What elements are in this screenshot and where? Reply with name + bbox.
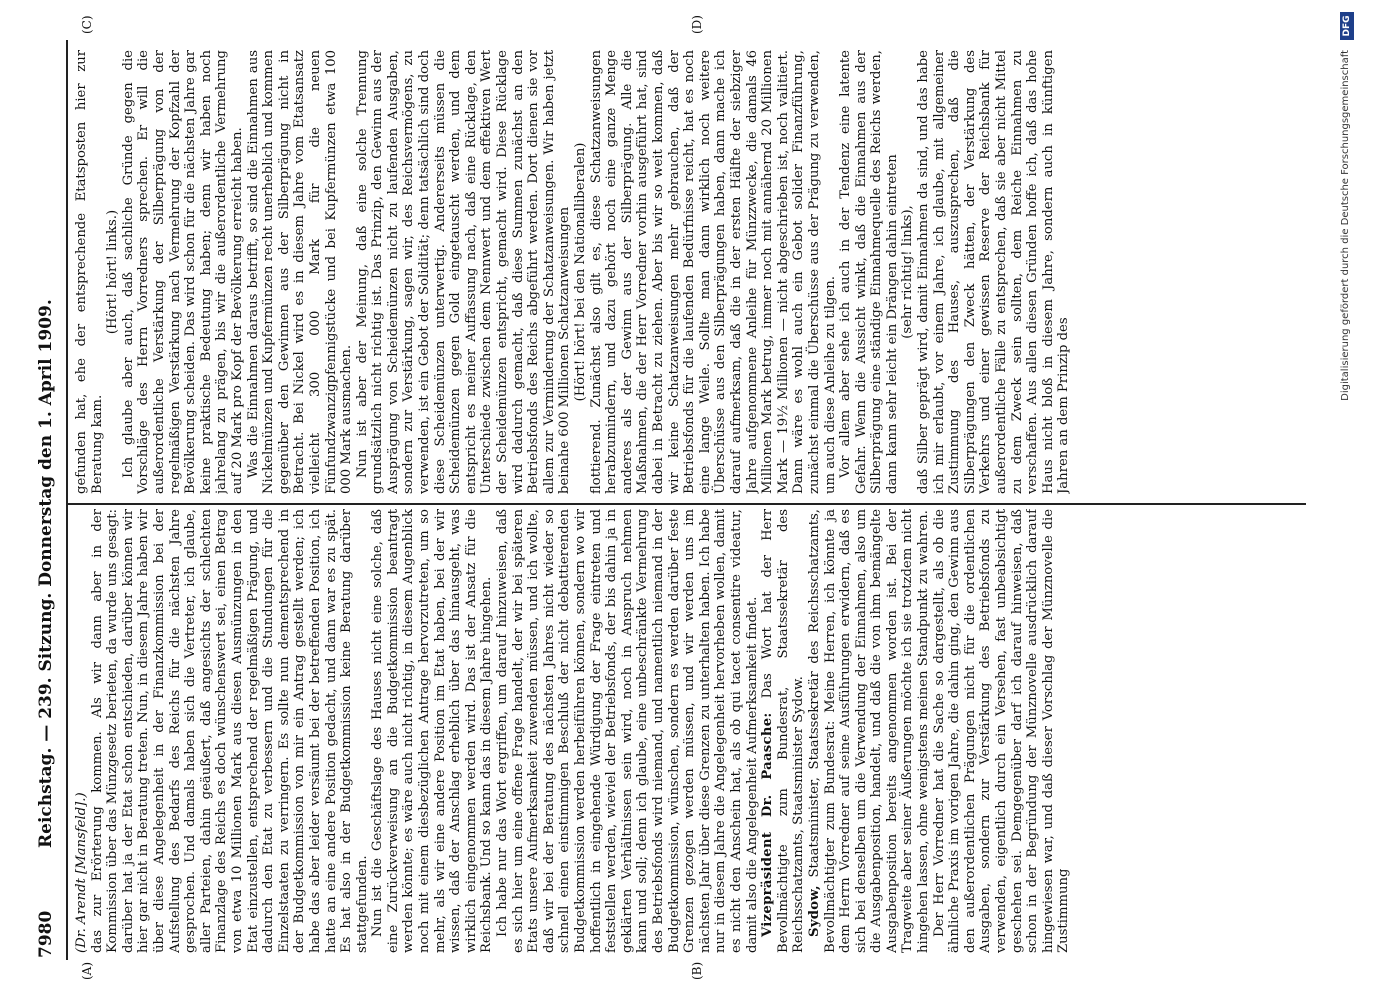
paragraph: das zur Erörterung kommen. Als wir dann aber in der Kommission über das Münzgesetz berieten, da wurde uns gesagt: darüber hat ja der Etat schon entschieden, darüber können wir hier gar nicht in Beratung treten. Nun, in diesem Jahre haben wir über diese Angelegenheit in der Finanzkommission bei der Aufstellung des Bedarfs des Reichs für die nächsten Jahre gesprochen. Und damals haben sich die Vertreter, ich glaube, aller Parteien, dahin geäußert, daß angesichts der schlechten Finanzlage des Reichs es doch wünschenswert sei, einen Betrag von etwa 10 Millionen Mark aus diesen Ausmünzungen in den Etat einzustellen, entsprechend der regelmäßigen Prägung, und dadurch den Etat zu verbessern und die Stundungen für die Einzelstaaten zu verringern. Es sollte nun dementsprechend in der Budgetkommission von mir ein Antrag gestellt werden; ich habe das aber leider versäumt bei der betreffenden Position, ich hatte an eine andere Position gedacht, und dann war es zu spät. Es hat also in der Budgetkommission keine Beratung darüber stattgefunden. <box>89 509 370 953</box>
paragraph: Was die Einnahmen daraus betrifft, so sind die Einnahmen aus Nickelmünzen und Kupfermünzen recht unerheblich und kommen gegenüber den Gewinnen aus der Silberprägung nicht in Betracht. Bei Nickel wird es in diesem Jahre vom Etatsansatz vielleicht 300 000 Mark für die neuen Fünfundzwanzigpfennigstücke und bei Kupfermünzen etwa 100 000 Mark ausmachen. <box>245 50 355 494</box>
paragraph: Ich habe nur das Wort ergriffen, um darauf hinzuweisen, daß es sich hier um eine offene Frage handelt, der wir bei späteren Etats unsere Aufmerksamkeit zuwenden müssen, und ich wollte, daß wir bei der Beratung des nächsten Jahres nicht wieder so schnell einen einstimmigen Beschluß der nicht debattierenden Budgetkommission werden herbeiführen können, sondern wo wir hoffentlich in eingehende Würdigung der Frage eintreten und feststellen werden, wieviel der Betriebsfonds, der bis dahin ja in geklärten Verhältnissen sein wird, noch in Anspruch nehmen kann und soll; denn ich glaube, eine unbeschränkte Vermehrung des Betriebsfonds wird niemand, und namentlich niemand in der Budgetkommission, wünschen, sondern es werden darüber feste Grenzen gezogen werden müssen, und wir werden uns im nächsten Jahr über diese Grenzen zu unterhalten haben. Ich habe nur in diesem Jahre die Angelegenheit hervorheben wollen, damit es nicht den Anschein hat, als ob qui tacet consentire videatur, damit also die Angelegenheit Aufmerksamkeit findet. <box>495 509 760 953</box>
paragraph: Vor allem aber sehe ich auch in der Tendenz eine latente Gefahr. Wenn die Aussicht winkt, daß die Einnahmen aus der Silberprägung eine ständige Einnahmequelle des Reichs werden, dann kann sehr leicht ein Drängen dahin eintreten <box>838 50 900 494</box>
interjection: (Hört! hört! bei den Nationalliberalen) <box>573 142 588 402</box>
page-title: Reichstag. — 239. Sitzung. Donnerstag den 1. April 1909. <box>36 299 56 848</box>
speaker-name: Sydow, <box>806 885 822 937</box>
speech-intro <box>807 509 932 953</box>
paragraph: Der Herr Vorredner hat die Sache so dargestellt, als ob die ähnliche Praxis im vorigen Jahre, die dahin ging, den Gewinn aus den außerordentlichen Prägungen nicht für die ordentlichen Ausgaben, sondern zur Verstärkung des Betriebsfonds zu verwenden, eigentlich durch ein Versehen, fast unbeabsichtigt geschehen sei. Demgegenüber darf ich darauf hinweisen, daß schon in der Begründung der Münznovelle ausdrücklich darauf hingewiesen war, und daß dieser Vorschlag der Münznovelle die Zustimmung <box>931 509 1072 953</box>
margin-letter-a: (A) <box>80 961 94 980</box>
speaker-name: Vizepräsident Dr. Paasche: <box>760 712 776 937</box>
left-column <box>74 509 1309 953</box>
margin-letter-d: (D) <box>690 15 704 34</box>
interjection: (Hört! hört! links.) <box>105 209 121 335</box>
page-header <box>30 65 66 958</box>
column-divider <box>66 503 1306 505</box>
header-rule <box>66 40 68 960</box>
speaker-reference: (Dr. Arendt [Mansfeld].) <box>74 792 89 953</box>
paragraph: Nun ist aber der Meinung, daß eine solche Trennung grundsätzlich nicht richtig ist. Das Prinzip, den Gewinn aus der Ausprägung von Scheidemünzen nicht zu laufenden Ausgaben, sondern zur Verstärkung, sagen wir, des Reichsvermögens, zu verwenden, ist ein Gebot der Solidität; denn tatsächlich sind doch diese Scheidemünzen unterwertig. Andererseits müssen die Scheidemünzen gegen Gold eingetauscht werden, und dem entspricht es meiner Auffassung nach, daß eine Rücklage, den Unterschiede zwischen dem Nennwert und dem effektiven Wert der Scheidemünzen entspricht, gemacht wird. Diese Rücklage wird dadurch gemacht, daß diese Summen zunächst an den Betriebsfonds des Reichs abgeführt werden. Dort dienen sie vor allem zur Verminderung der Schatzanweisungen. Wir haben jetzt beinahe 600 Millionen Schatzanweisungen <box>354 50 573 494</box>
paragraph-text: Das Wort hat der Herr Bevollmächtigte zum Bundesrat, Staatssekretär des Reichsschatzamts, Staatsminister Sydow. <box>760 509 807 953</box>
dfg-logo: DFG <box>1340 12 1354 40</box>
paragraph: gefunden hat, ehe der entsprechende Etatsposten hier zur Beratung kam. <box>74 50 105 494</box>
right-column <box>74 50 1309 494</box>
interjection: (sehr richtig! links), <box>900 205 916 339</box>
paragraph: daß Silber geprägt wird, damit Einnahmen da sind, und das habe ich mir erlaubt, vor einem Jahre, ich glaube, mit allgemeiner Zustimmung des Hauses, auszusprechen, daß die Silberprägungen den Zweck hätten, der Verstärkung des Verkehrs und einer gewissen Reserve der Reichsbank für außerordentliche Fälle zu entsprechen, daß sie aber nicht Mittel zu dem Zweck sein sollten, dem Reiche Einnahmen zu verschaffen. Aus allen diesen Gründen hoffe ich, daß das hohe Haus nicht bloß in diesem Jahre, sondern auch in künftigen Jahren an dem Prinzip des <box>916 50 1072 494</box>
paragraph-text: Staatsminister, Staatssekretär des Reichsschatzamts, Bevollmächtigter zum Bundesrat: Meine Herren, ich könnte ja dem Herrn Vorredner auf seine Ausführungen erwidern, daß es sich bei denselben um die Verwendung der Einnahmen, also um die Ausgabenposition, handelt, und daß die von ihm bemängelte Ausgabenposition bereits angenommen worden ist. Bei der Tragweite aber seiner Äußerungen möchte ich sie trotzdem nicht hingehen lassen, ohne wenigstens meinen Standpunkt zu wahren. <box>806 509 932 953</box>
margin-letter-b: (B) <box>690 961 704 980</box>
paragraph: Ich glaube aber auch, daß sachliche Gründe gegen die Vorschläge des Herrn Vorredners sprechen. Er will die außerordentliche Verstärkung der Silberprägung von der regelmäßigen Verstärkung nach Vermehrung der Kopfzahl der Bevölkerung scheiden. Das wird schon für die nächsten Jahre gar keine praktische Bedeutung haben; denn wir haben noch jahrelang zu prägen, bis wir die außerordentliche Vermehrung auf 20 Mark pro Kopf der Bevölkerung erreicht haben. <box>120 50 245 494</box>
speech-intro <box>760 509 807 953</box>
margin-letter-c: (C) <box>80 15 94 34</box>
paragraph: Nun ist die Geschäftslage des Hauses nicht eine solche, daß eine Zurückverweisung an die Budgetkommission beantragt werden könnte; es wäre auch nicht richtig, in diesem Augenblick noch mit einem diesbezüglichen Antrage hervorzutreten, um so mehr, als wir eine andere Position im Etat haben, bei der wir wissen, daß der Anschlag erheblich über das hinausgeht, was wirklich eingenommen werden wird. Das ist der Ansatz für die Reichsbank. Und so kann das in diesem Jahre hingehen. <box>370 509 495 953</box>
digitization-credit: Digitalisierung gefördert durch die Deutsche Forschungsgemeinschaft <box>1340 50 1351 401</box>
page-number: 7980 <box>36 910 56 958</box>
paragraph: flottierend. Zunächst also gilt es, diese Schatzanweisungen herabzumindern, und dazu gehört noch eine ganze Menge anderes als der Gewinn aus der Silberprägung. Alle die Maßnahmen, die der Herr Vorredner vorhin ausgeführt hat, sind dabei in Betracht zu ziehen. Aber bis wir so weit kommen, daß wir keine Schatzanweisungen mehr gebrauchen, daß der Betriebsfonds für die laufenden Bedürfnisse reicht, hat es noch eine lange Weile. Sollte man dann wirklich noch weitere Überschüsse aus den Silberprägungen haben, dann mache ich darauf aufmerksam, daß die in der ersten Hälfte der siebziger Jahre aufgenommene Anleihe für Münzzwecke, die damals 46 Millionen Mark betrug, immer noch mit annähernd 20 Millionen Mark — 19½ Millionen — nicht abgeschrieben ist, noch valitiert. Dann wäre es wohl auch ein Gebot solider Finanzführung, zunächst einmal die Überschüsse aus der Prägung zu verwenden, um auch diese Anleihe zu tilgen. <box>588 50 838 494</box>
